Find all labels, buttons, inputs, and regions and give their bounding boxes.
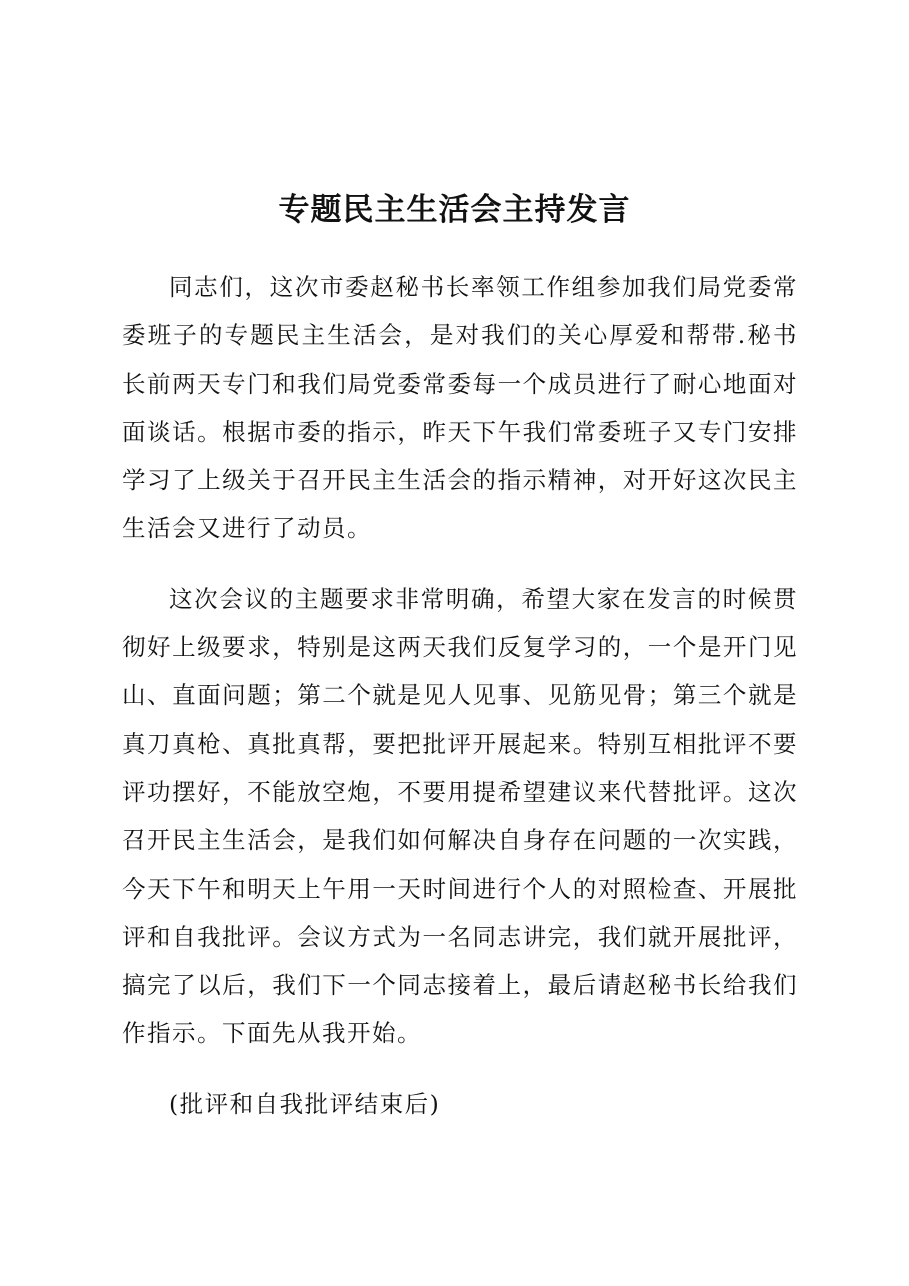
document-body <box>122 263 798 1128</box>
paragraph-opening: 同志们，这次市委赵秘书长率领工作组参加我们局党委常委班子的专题民主生活会，是对我们的关心厚爱和帮带.秘书长前两天专门和我们局党委常委每一个成员进行了耐心地面对面谈话。根据市委的指示，昨天下午我们常委班子又专门安排学习了上级关于召开民主生活会的指示精神，对开好这次民主生活会又进行了动员。 <box>122 273 798 543</box>
paragraph-stage-note: (批评和自我批评结束后) <box>169 1089 441 1118</box>
document-title: 专题民主生活会主持发言 <box>278 192 631 228</box>
paragraph-spacer <box>122 553 798 575</box>
paragraph-meeting-requirements: 这次会议的主题要求非常明确，希望大家在发言的时候贯彻好上级要求，特别是这两天我们反复学习的，一个是开门见山、直面问题；第二个就是见人见事、见筋见骨；第三个就是真刀真枪、真批真帮，要把批评开展起来。特别互相批评不要评功摆好，不能放空炮，不要用提希望建议来代替批评。这次召开民主生活会，是我们如何解决自身存在问题的一次实践，今天下午和明天上午用一天时间进行个人的对照检查、开展批评和自我批评。会议方式为一名同志讲完，我们就开展批评，搞完了以后，我们下一个同志接着上，最后请赵秘书长给我们作指示。下面先从我开始。 <box>122 584 798 1048</box>
paragraph-spacer <box>122 1058 798 1080</box>
